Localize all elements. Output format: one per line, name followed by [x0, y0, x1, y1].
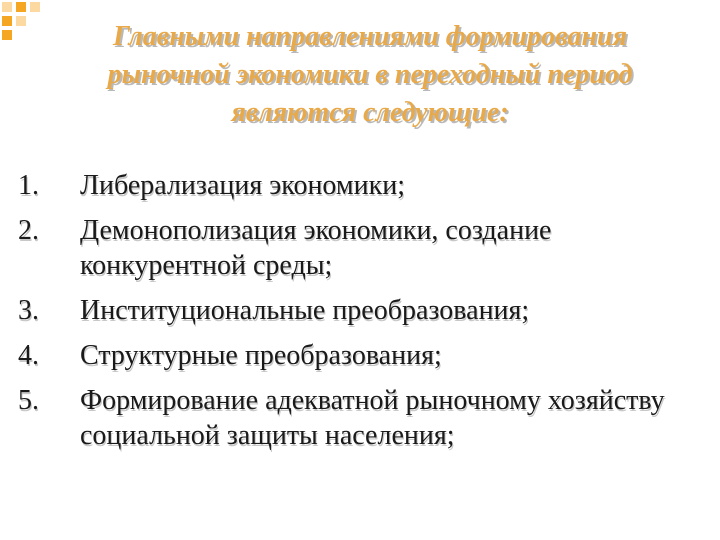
list-item-text: Либерализация экономики;	[80, 170, 405, 201]
title-line-2: рыночной экономики в переходный период	[107, 59, 633, 90]
numbered-list	[18, 168, 698, 463]
list-item-number: 2.	[18, 215, 39, 246]
list-item	[18, 338, 698, 373]
title-line-3: являются следующие:	[231, 97, 509, 128]
list-item	[18, 168, 698, 203]
list-item-text: Структурные преобразования;	[80, 340, 442, 371]
title-line-1: Главными направлениями формирования	[112, 21, 627, 52]
list-item-text: Формирование адекватной рыночному хозяйству социальной защиты населения;	[80, 385, 665, 451]
list-item-text: Демонополизация экономики, создание конкурентной среды;	[80, 215, 552, 281]
list-item	[18, 383, 698, 453]
list-item	[18, 293, 698, 328]
list-item-number: 1.	[18, 170, 39, 201]
list-item	[18, 213, 698, 283]
list-item-number: 4.	[18, 340, 39, 371]
list-item-text: Институциональные преобразования;	[80, 295, 530, 326]
list-item-number: 5.	[18, 385, 39, 416]
list-item-number: 3.	[18, 295, 39, 326]
slide-title	[30, 18, 710, 132]
